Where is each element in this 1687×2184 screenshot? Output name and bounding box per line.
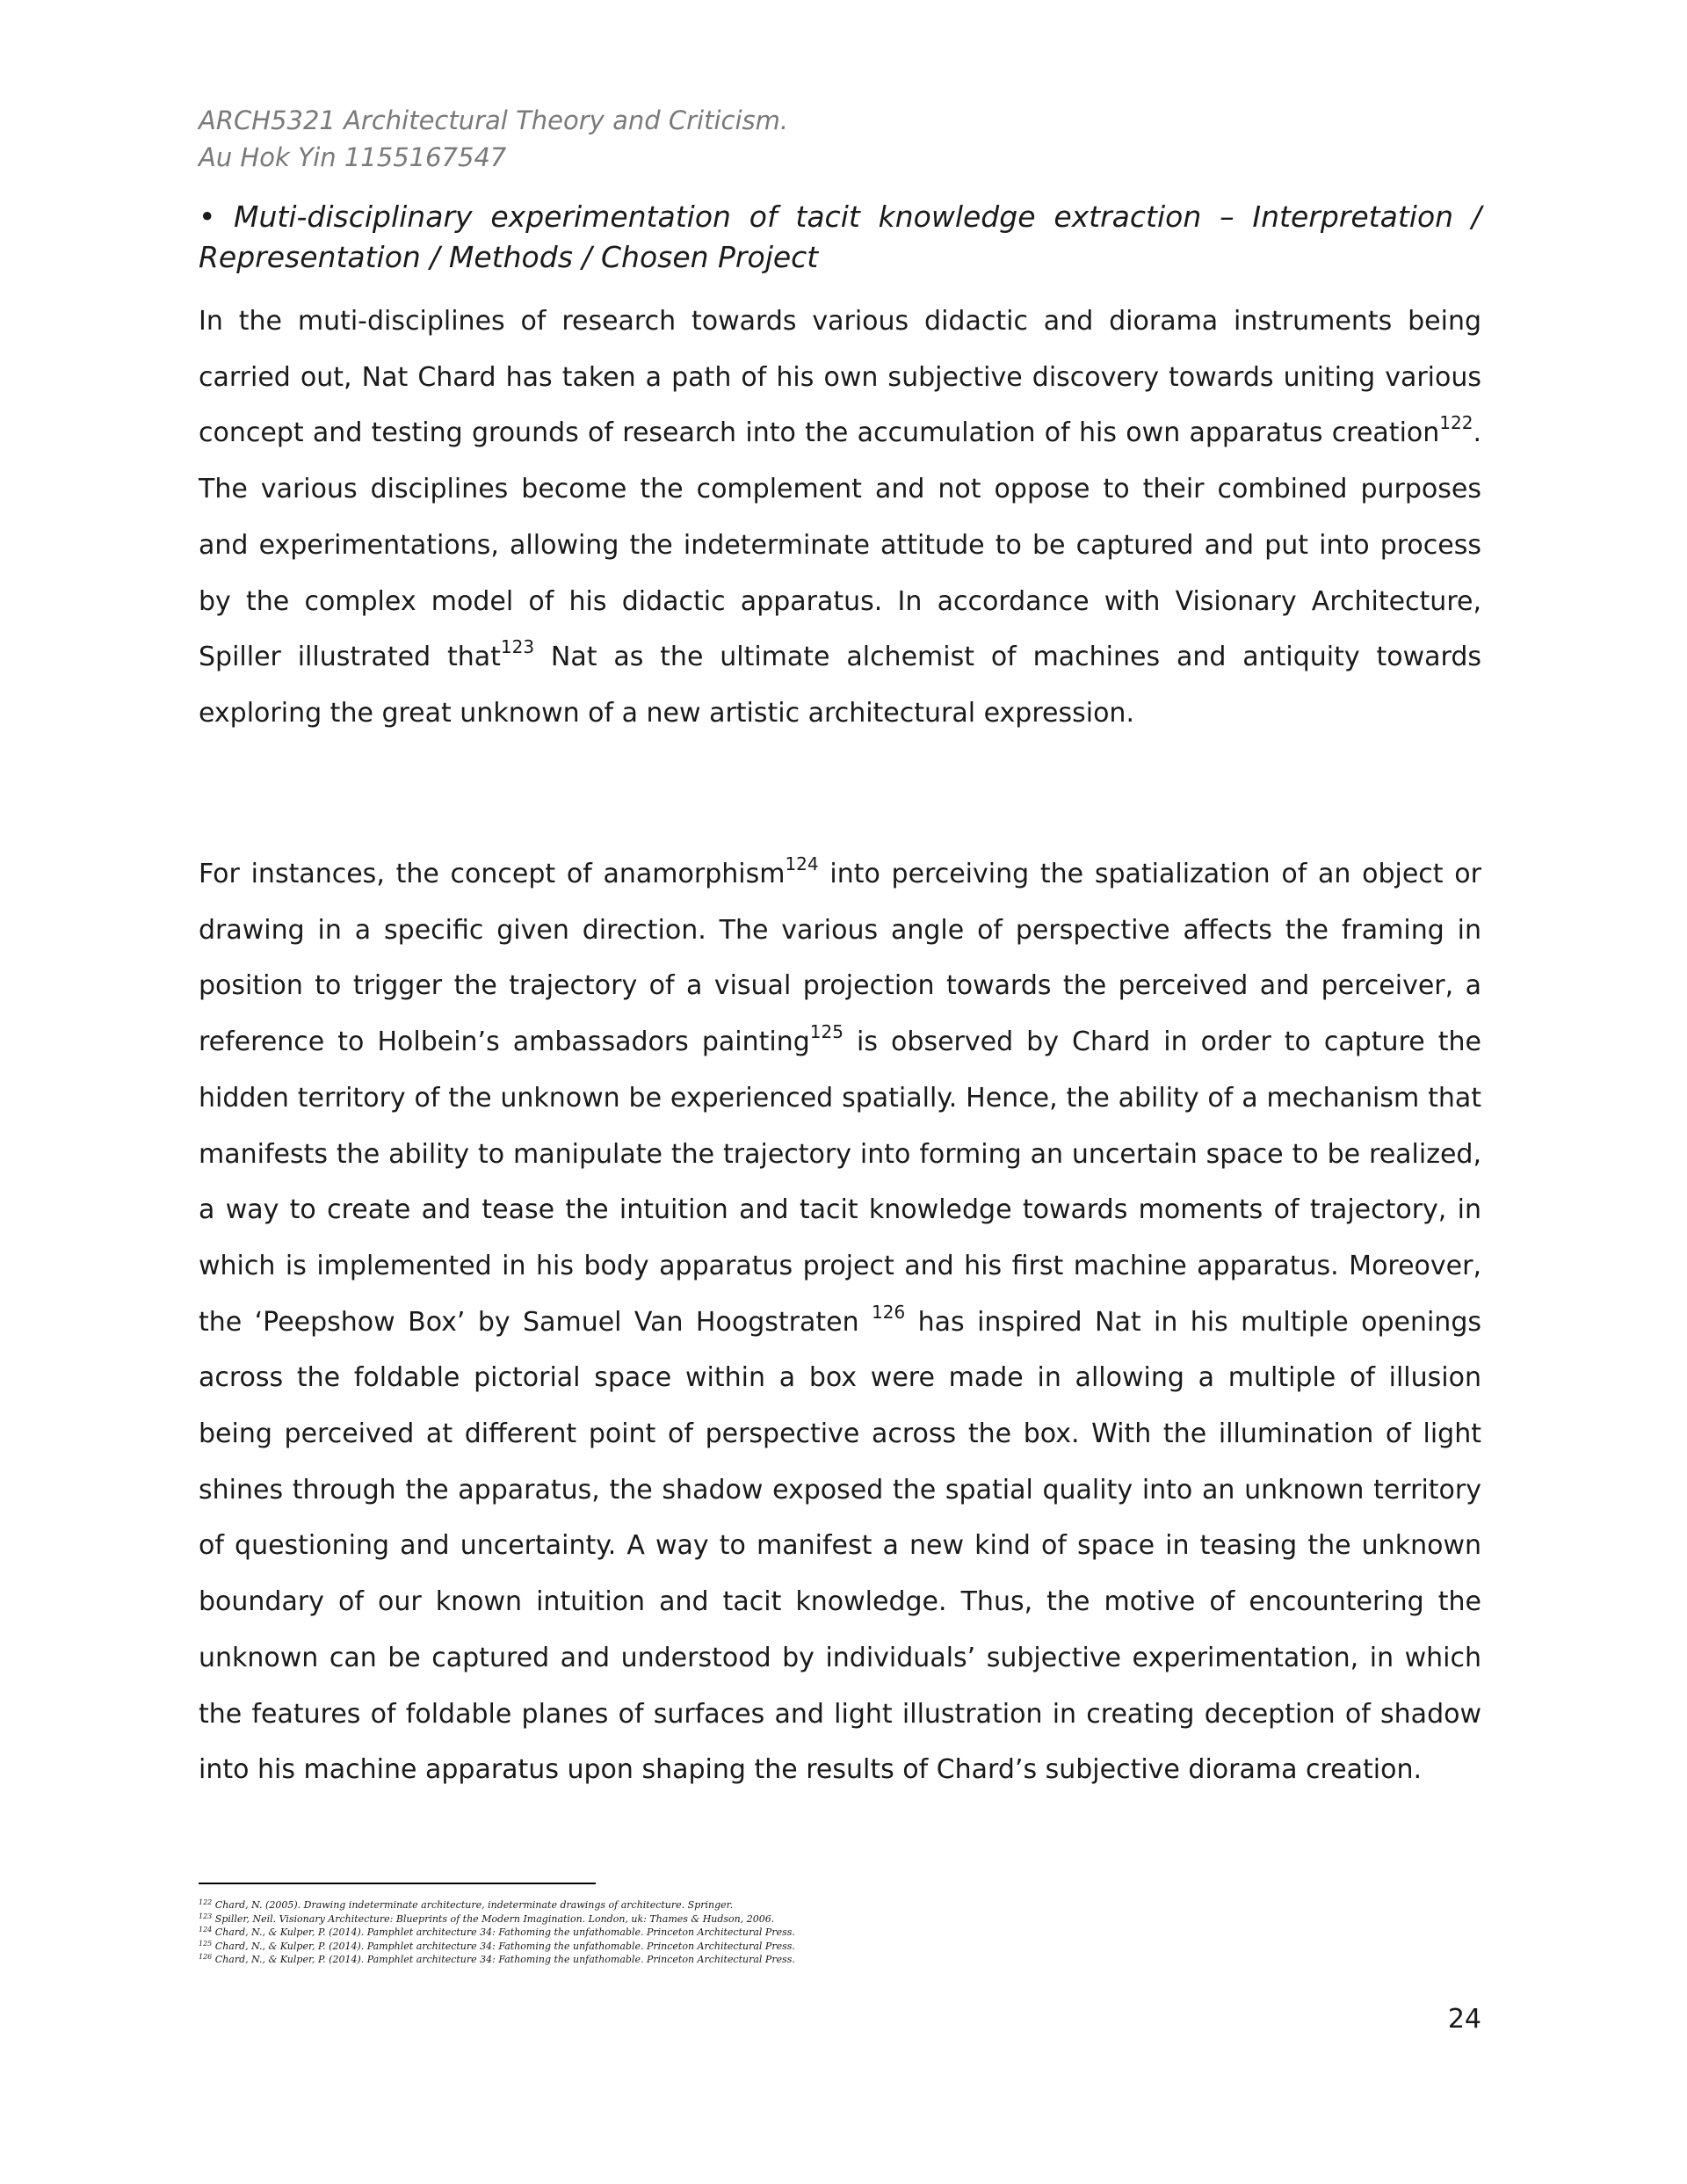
footnote-text: Chard, N., & Kulper, P. (2014). Pamphlet architecture 34: Fathoming the unfathomable. Princeton Architectural Press. (214, 1954, 795, 1965)
footnote-item (199, 1953, 1481, 1967)
footnote-number: 122 (199, 1898, 213, 1906)
footnote-text: Chard, N., & Kulper, P. (2014). Pamphlet architecture 34: Fathoming the unfathomable. Princeton Architectural Press. (214, 1926, 795, 1938)
footnote-text: Spiller, Neil. Visionary Architecture: Blueprints of the Modern Imagination. London, uk: Thames & Hudson, 2006. (214, 1912, 775, 1925)
body-paragraph-2 (199, 846, 1481, 1798)
footnote-item (199, 1940, 1481, 1954)
footnote-text: Chard, N., & Kulper, P. (2014). Pamphlet architecture 34: Fathoming the unfathomable. Princeton Architectural Press. (214, 1940, 795, 1952)
footnote-number: 123 (199, 1912, 213, 1920)
footnote-ref[interactable]: 126 (872, 1301, 906, 1323)
footnote-ref[interactable]: 123 (500, 636, 535, 658)
paragraph-text: . The various disciplines become the complement and not oppose to their combined purposes and experimentations, allowing the indeterminate attitude to be captured and put into process by the complex model of his didactic apparatus. In accordance with Visionary Architecture, Spiller illustrated that (199, 417, 1481, 673)
footnote-text: Chard, N. (2005). Drawing indeterminate architecture, indeterminate drawings of architecture. Springer. (214, 1899, 734, 1911)
page-number: 24 (1447, 2004, 1481, 2035)
bullet-icon: • (199, 200, 216, 234)
paragraph-text: In the muti-disciplines of research towards various didactic and diorama instruments being carried out, Nat Chard has taken a path of his own subjective discovery towards uniting various concept and testing grounds of research into the accumulation of his own apparatus creation (199, 306, 1481, 449)
paragraph-text: For instances, the concept of anamorphism (199, 859, 786, 889)
footnote-item (199, 1926, 1481, 1940)
course-title: ARCH5321 Architectural Theory and Criticism. (199, 105, 789, 135)
section-heading (199, 197, 1481, 278)
footnote-separator (199, 1883, 596, 1884)
footnotes (199, 1898, 1481, 1967)
footnote-ref[interactable]: 122 (1439, 412, 1473, 434)
footnote-number: 124 (199, 1926, 213, 1934)
paragraph-text: Nat as the ultimate alchemist of machines and antiquity towards exploring the great unknown of a new artistic architectural expression. (199, 642, 1481, 729)
section-heading-text: Muti-disciplinary experimentation of tacit knowledge extraction – Interpretation / Representation / Methods / Chosen Project (199, 200, 1481, 274)
body-paragraph-1 (199, 294, 1481, 742)
footnote-ref[interactable]: 124 (785, 853, 819, 874)
footnote-number: 125 (199, 1939, 213, 1948)
footnote-item (199, 1898, 1481, 1912)
paragraph-text: has inspired Nat in his multiple openings across the foldable pictorial space within a box were made in allowing a multiple of illusion being perceived at different point of perspective across the box. With the illumination of light shines through the apparatus, the shadow exposed the spatial quality into an unknown territory of questioning and uncertainty. A way to manifest a new kind of space in teasing the unknown boundary of our known intuition and tacit knowledge. Thus, the motive of encountering the unknown can be captured and understood by individuals’ subjective experimentation, in which the features of foldable planes of surfaces and light illustration in creating deception of shadow into his machine apparatus upon shaping the results of Chard’s subjective diorama creation. (199, 1306, 1481, 1786)
footnote-number: 126 (199, 1953, 213, 1961)
footnote-item (199, 1912, 1481, 1926)
author-line: Au Hok Yin 1155167547 (199, 142, 507, 172)
footnote-ref[interactable]: 125 (809, 1021, 844, 1043)
running-header (199, 102, 1481, 176)
paragraph-text: is observed by Chard in order to capture the hidden territory of the unknown be experienced spatially. Hence, the ability of a mechanism that manifests the ability to manipulate the trajectory into forming an uncertain space to be realized, a way to create and tease the intuition and tacit knowledge towards moments of trajectory, in which is implemented in his body apparatus project and his first machine apparatus. Moreover, the ‘Peepshow Box’ by Samuel Van Hoogstraten (199, 1027, 1481, 1338)
paragraph-text: into perceiving the spatialization of an object or drawing in a specific given direction. The various angle of perspective affects the framing in position to trigger the trajectory of a visual projection towards the perceived and perceiver, a reference to Holbein’s ambassadors painting (199, 859, 1481, 1058)
